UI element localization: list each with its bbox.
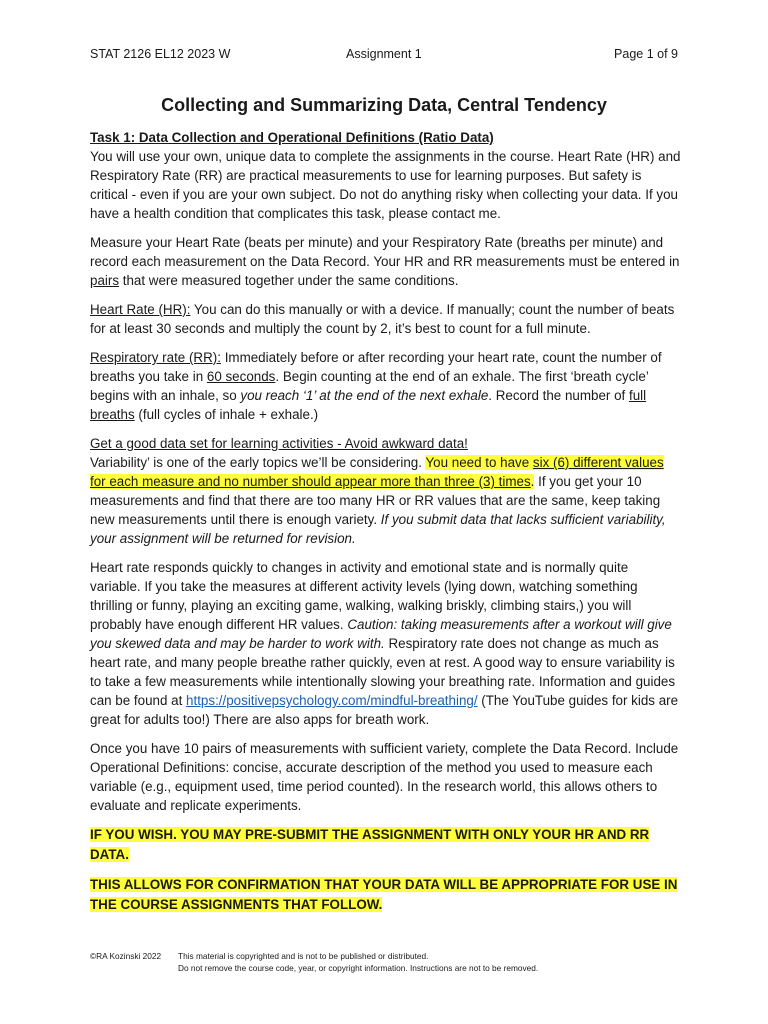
resp-rate-label: Respiratory rate (RR): bbox=[90, 350, 221, 365]
notice-presubmit-text: IF YOU WISH. YOU MAY PRE-SUBMIT THE ASSIGNMENT WITH ONLY YOUR HR AND RR DATA. bbox=[90, 827, 650, 862]
task1-heading: Task 1: Data Collection and Operational Definitions (Ratio Data) bbox=[90, 130, 494, 145]
footer-line-1: This material is copyrighted and is not to be published or distributed. bbox=[178, 951, 429, 961]
good-data-paragraph bbox=[90, 434, 682, 548]
measure-paragraph bbox=[90, 233, 682, 290]
notice-confirmation-text: THIS ALLOWS FOR CONFIRMATION THAT YOUR DATA WILL BE APPROPRIATE FOR USE IN THE COURSE ASSIGNMENTS THAT FOLLOW. bbox=[90, 877, 678, 912]
heart-resp-text-2: Respiratory rate does not change as much as heart rate, and many people breathe rather quickly, even at rest. A good way to ensure variability is to take a few measurements while intentionally slowing your breathing rate. Information and guides can be found at bbox=[90, 636, 676, 708]
measure-text-2: that were measured together under the same conditions. bbox=[119, 273, 459, 288]
good-data-highlight-2: . bbox=[530, 474, 535, 489]
heart-rate-text: You can do this manually or with a device. If manually; count the number of beats for at least 30 seconds and multiply the count by 2, it’s best to count for a full minute. bbox=[90, 302, 675, 336]
heart-rate-paragraph bbox=[90, 300, 682, 338]
footer-copyright: ©RA Kozinski 2022 bbox=[90, 951, 162, 961]
good-data-text-1: Variability’ is one of the early topics we’ll be considering. bbox=[90, 455, 426, 470]
notice-presubmit bbox=[90, 825, 682, 865]
mindful-breathing-link[interactable]: https://positivepsychology.com/mindful-breathing/ bbox=[186, 693, 478, 708]
good-data-highlight-underlined: six (6) different values for each measure and no number should appear more than three (3) times bbox=[90, 455, 664, 489]
document-body bbox=[90, 128, 682, 925]
good-data-heading: Get a good data set for learning activities - Avoid awkward data! bbox=[90, 436, 468, 451]
resp-rate-text-1: Immediately before or after recording your heart rate, count the number of breaths you take in bbox=[90, 350, 662, 384]
footer-line-2: Do not remove the course code, year, or copyright information. Instructions are not to be removed. bbox=[178, 963, 539, 973]
heart-resp-paragraph bbox=[90, 558, 682, 729]
task1-intro: You will use your own, unique data to complete the assignments in the course. Heart Rate (HR) and Respiratory Rate (RR) are practical measurements to use for learning purposes. But safety is critical - even if you are your own subject. Do not do anything risky when collecting your data. If you have a health condition that complicates this task, please contact me. bbox=[90, 149, 681, 221]
good-data-text-2: If you get your 10 measurements and find that there are too many HR or RR values that are the same, keep taking new measurements until there is enough variety. bbox=[90, 474, 661, 527]
heart-resp-text-3: (The YouTube guides for kids are great for adults too!) There are also apps for breath work. bbox=[90, 693, 679, 727]
heart-rate-label: Heart Rate (HR): bbox=[90, 302, 191, 317]
resp-rate-text-3: . Record the number of bbox=[488, 388, 629, 403]
footer-notes bbox=[178, 950, 538, 974]
full-breaths: full breaths bbox=[90, 388, 647, 422]
document-title: Collecting and Summarizing Data, Central Tendency bbox=[161, 95, 607, 115]
good-data-italic: If you submit data that lacks sufficient variability, your assignment will be returned for revision. bbox=[90, 512, 666, 546]
resp-rate-text-4: (full cycles of inhale + exhale.) bbox=[134, 407, 319, 422]
course-code: STAT 2126 EL12 2023 W bbox=[90, 47, 231, 61]
assignment-label: Assignment 1 bbox=[346, 47, 422, 61]
task1-paragraph bbox=[90, 128, 682, 223]
measure-text-1: Measure your Heart Rate (beats per minute) and your Respiratory Rate (breaths per minute) and record each measurement on the Data Record. Your HR and RR measurements must be entered in bbox=[90, 235, 680, 269]
pairs-word: pairs bbox=[90, 273, 120, 288]
once-paragraph: Once you have 10 pairs of measurements with sufficient variety, complete the Data Record. Include Operational Definitions: concise, accurate description of the method you used to measure each variable (e.g., equipment used, time period counted). In the research world, this allows others to evaluate and replicate experiments. bbox=[90, 741, 679, 813]
notice-confirmation bbox=[90, 875, 682, 915]
sixty-seconds: 60 seconds bbox=[206, 369, 276, 384]
resp-rate-paragraph bbox=[90, 348, 682, 424]
heart-resp-italic: Caution: taking measurements after a workout will give you skewed data and may be harder to work with. bbox=[90, 617, 672, 651]
good-data-highlight-1: You need to have bbox=[425, 455, 533, 470]
page-number: Page 1 of 9 bbox=[614, 47, 678, 61]
page-header bbox=[90, 47, 678, 63]
resp-rate-italic: you reach ‘1’ at the end of the next exhale bbox=[240, 388, 489, 403]
heart-resp-text-1: Heart rate responds quickly to changes in activity and emotional state and is normally quite variable. If you take the measures at different activity levels (lying down, watching something thrilling or funny, playing an exciting game, walking, walking briskly, climbing stairs,) you will probably have enough different HR values. bbox=[90, 560, 638, 632]
resp-rate-text-2: . Begin counting at the end of an exhale. The first ‘breath cycle’ begins with an inhale, so bbox=[90, 369, 649, 403]
